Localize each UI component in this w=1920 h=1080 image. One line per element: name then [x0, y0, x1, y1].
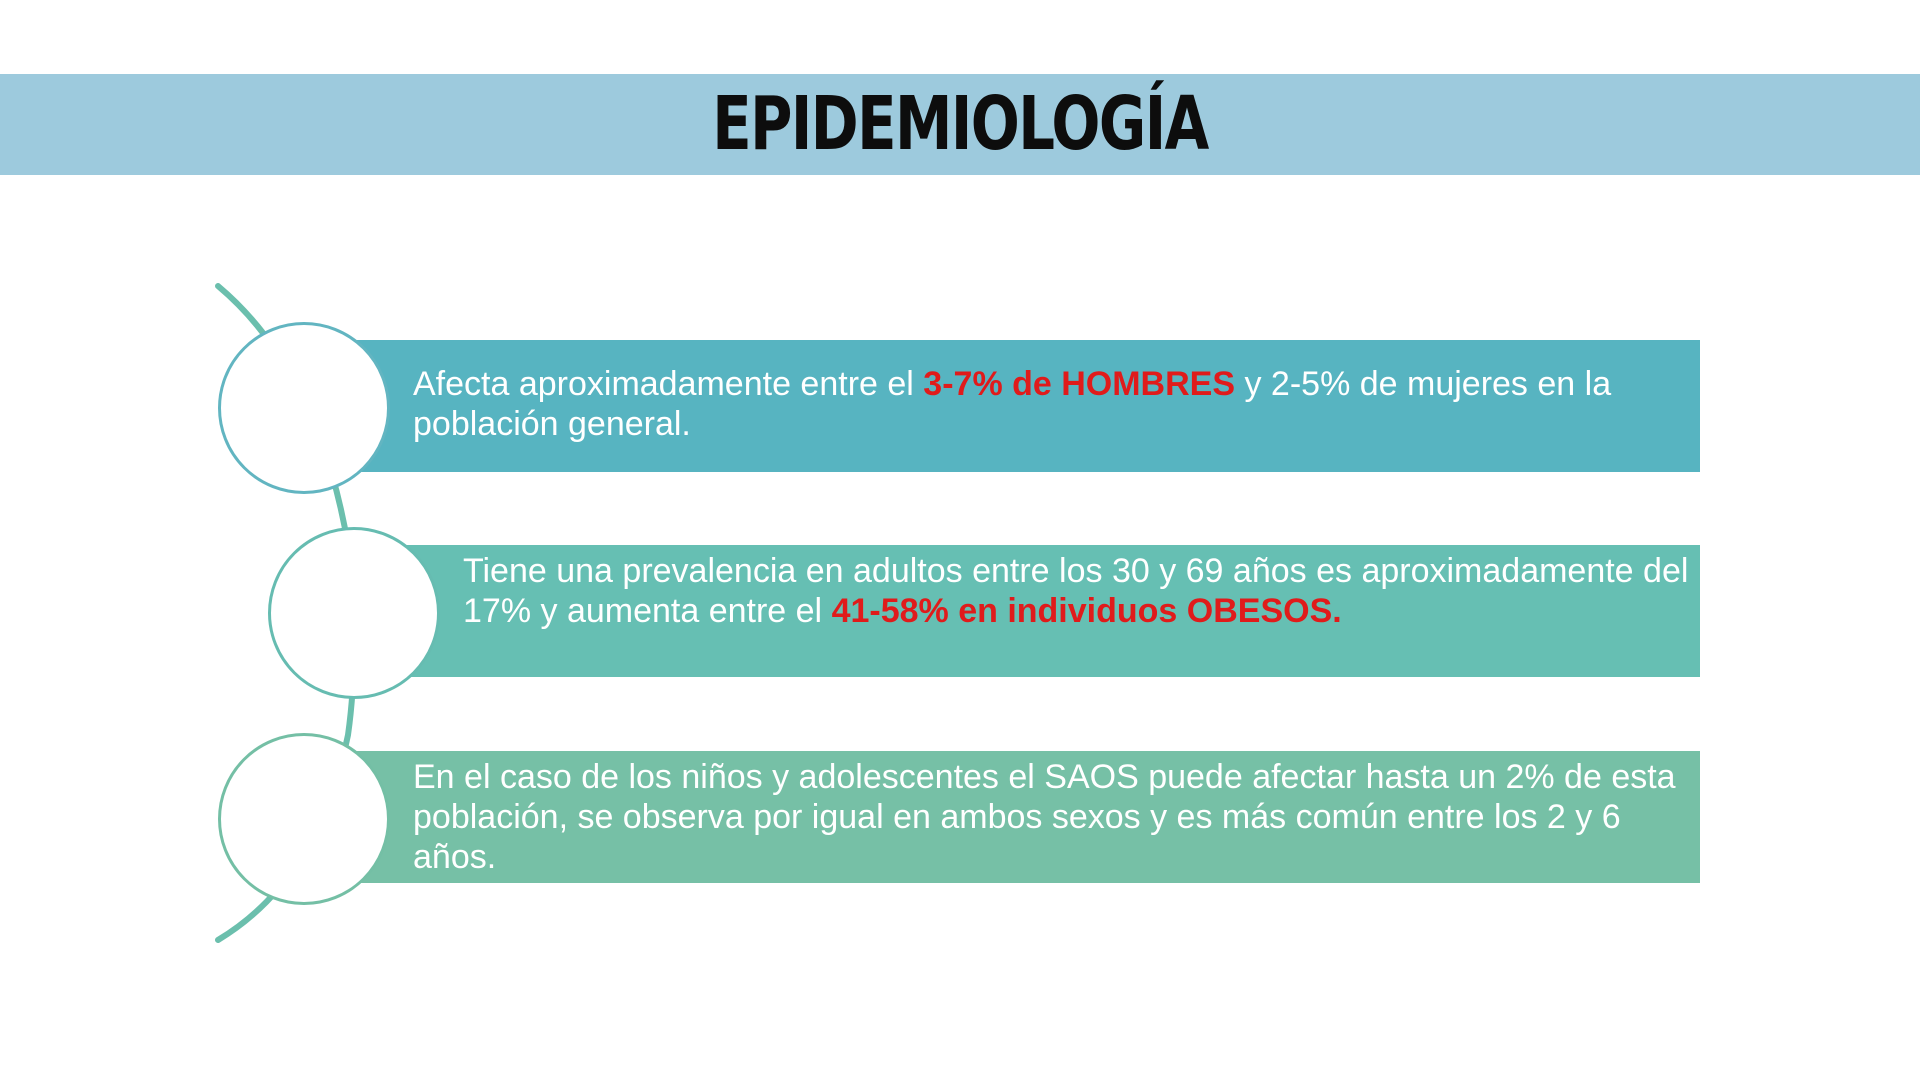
circle-marker-2 [268, 527, 440, 699]
slide-title: EPIDEMIOLOGÍA [712, 81, 1208, 167]
statement-text-part: Afecta aproximadamente entre el [413, 365, 924, 403]
circle-marker-1 [218, 322, 390, 494]
statement-text-part: En el caso de los niños y adolescentes el SAOS puede afectar hasta un 2% de esta población, se observa por igual en ambos sexos y es más común entre los 2 y 6 años. [413, 758, 1676, 876]
statement-text-3 [413, 757, 1698, 877]
statement-highlight: 3-7% de HOMBRES [923, 365, 1236, 403]
circle-marker-3 [218, 733, 390, 905]
statement-text-2 [463, 551, 1698, 631]
statement-text-1 [413, 364, 1698, 444]
statement-highlight: 41-58% en individuos OBESOS. [831, 592, 1342, 630]
statement-text-part: Tiene una prevalencia en adultos entre los 30 y 69 años es aproximadamente del 17% y aumenta entre el [463, 552, 1689, 630]
statement-text-part: y 2-5% de mujeres en la población general. [413, 365, 1612, 443]
